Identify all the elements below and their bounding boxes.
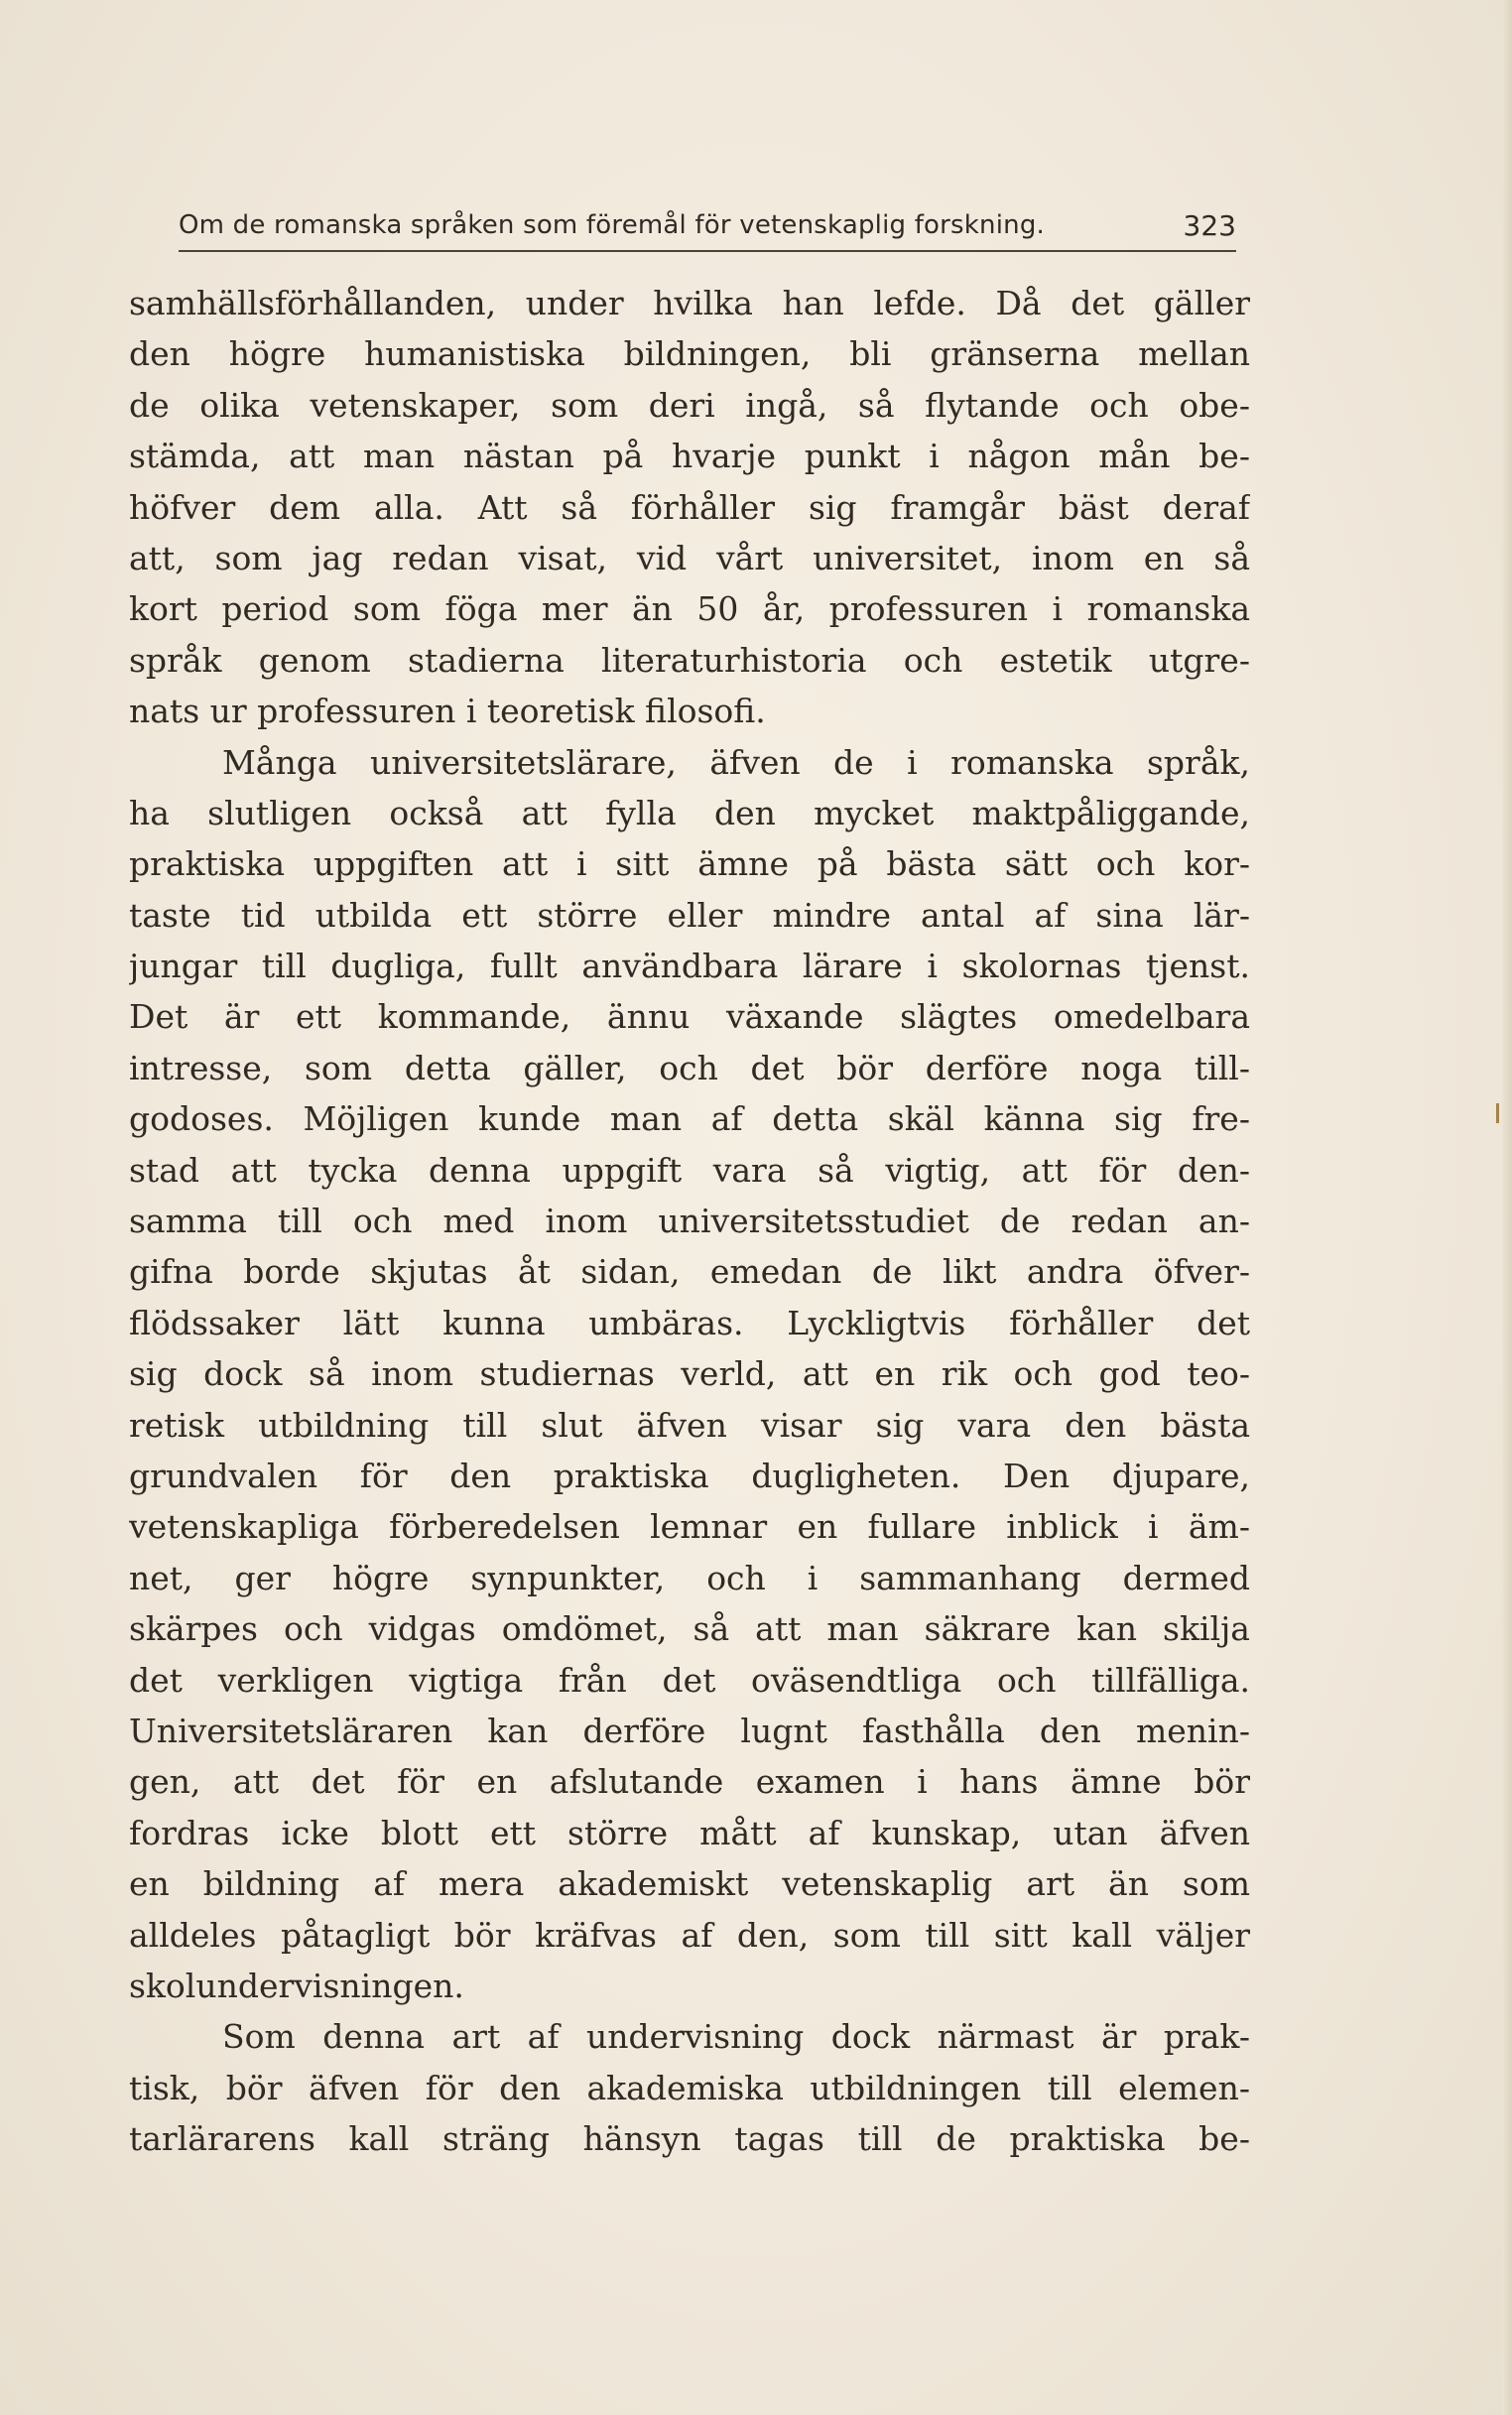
text-line: det verkligen vigtiga från det oväsendtliga och tillfälliga. [129, 1660, 1250, 1700]
text-line: gen, att det för en afslutande examen i hans ämne bör [129, 1762, 1250, 1802]
page-number: 323 [1183, 209, 1236, 242]
text-line: samhällsförhållanden, under hvilka han lefde. Då det gäller [129, 284, 1250, 322]
text-line: de olika vetenskaper, som deri ingå, så flytande och obe- [129, 385, 1250, 425]
paragraph-end-line: skolundervisningen. [129, 1966, 464, 2005]
paragraph-start-line: Många universitetslärare, äfven de i romanska språk, [222, 742, 1250, 782]
text-line: taste tid utbilda ett större eller mindre antal af sina lär- [129, 895, 1250, 935]
text-line: praktiska uppgiften att i sitt ämne på bästa sätt och kor- [129, 844, 1250, 884]
text-line: Universitetsläraren kan derföre lugnt fasthålla den menin- [129, 1711, 1250, 1750]
text-line: flödssaker lätt kunna umbäras. Lyckligtvis förhåller det [129, 1303, 1250, 1342]
text-line: net, ger högre synpunkter, och i sammanhang dermed [129, 1558, 1250, 1597]
text-line: godoses. Möjligen kunde man af detta skäl känna sig fre- [129, 1099, 1250, 1139]
text-line: tarlärarens kall sträng hänsyn tagas till de praktiska be- [129, 2119, 1250, 2159]
text-line: alldeles påtagligt bör kräfvas af den, som till sitt kall väljer [129, 1915, 1250, 1955]
text-line: samma till och med inom universitetsstudiet de redan an- [129, 1202, 1250, 1241]
running-head: Om de romanska språken som föremål för vetenskaplig forskning. [179, 210, 1046, 240]
text-line: jungar till dugliga, fullt användbara lärare i skolornas tjenst. [129, 947, 1250, 986]
text-line: stad att tycka denna uppgift vara så vigtig, att för den- [129, 1150, 1250, 1190]
body-text [129, 278, 1250, 2164]
text-line: en bildning af mera akademiskt vetenskaplig art än som [129, 1864, 1250, 1904]
page-edge-shadow [1502, 0, 1512, 2415]
page-header [179, 202, 1236, 246]
text-line: stämda, att man nästan på hvarje punkt i någon mån be- [129, 437, 1250, 476]
text-line: gifna borde skjutas åt sidan, emedan de likt andra öfver- [129, 1252, 1250, 1292]
text-line: tisk, bör äfven för den akademiska utbildningen till elemen- [129, 2068, 1250, 2107]
text-line: ha slutligen också att fylla den mycket maktpåliggande, [129, 793, 1250, 832]
text-line: den högre humanistiska bildningen, bli gränserna mellan [129, 334, 1250, 374]
text-line: vetenskapliga förberedelsen lemnar en fullare inblick i äm- [129, 1507, 1250, 1547]
text-line: språk genom stadierna literaturhistoria och estetik utgre- [129, 640, 1250, 680]
text-line: grundvalen för den praktiska dugligheten. Den djupare, [129, 1456, 1250, 1495]
text-line: att, som jag redan visat, vid vårt universitet, inom en så [129, 538, 1250, 577]
margin-mark [1496, 1103, 1499, 1123]
text-line: retisk utbildning till slut äfven visar sig vara den bästa [129, 1405, 1250, 1445]
text-line: intresse, som detta gäller, och det bör derföre noga till- [129, 1048, 1250, 1087]
paragraph-start-line: Som denna art af undervisning dock närmast är prak- [222, 2017, 1250, 2057]
text-line: höfver dem alla. Att så förhåller sig framgår bäst deraf [129, 487, 1250, 527]
text-line: skärpes och vidgas omdömet, så att man säkrare kan skilja [129, 1609, 1250, 1649]
text-line: kort period som föga mer än 50 år, professuren i romanska [129, 589, 1250, 629]
text-line: fordras icke blott ett större mått af kunskap, utan äfven [129, 1813, 1250, 1852]
text-line: sig dock så inom studiernas verld, att en rik och god teo- [129, 1354, 1250, 1394]
text-line: Det är ett kommande, ännu växande slägtes omedelbara [129, 997, 1250, 1037]
header-rule [179, 250, 1236, 252]
paragraph-end-line: nats ur professuren i teoretisk filosofi. [129, 692, 766, 731]
